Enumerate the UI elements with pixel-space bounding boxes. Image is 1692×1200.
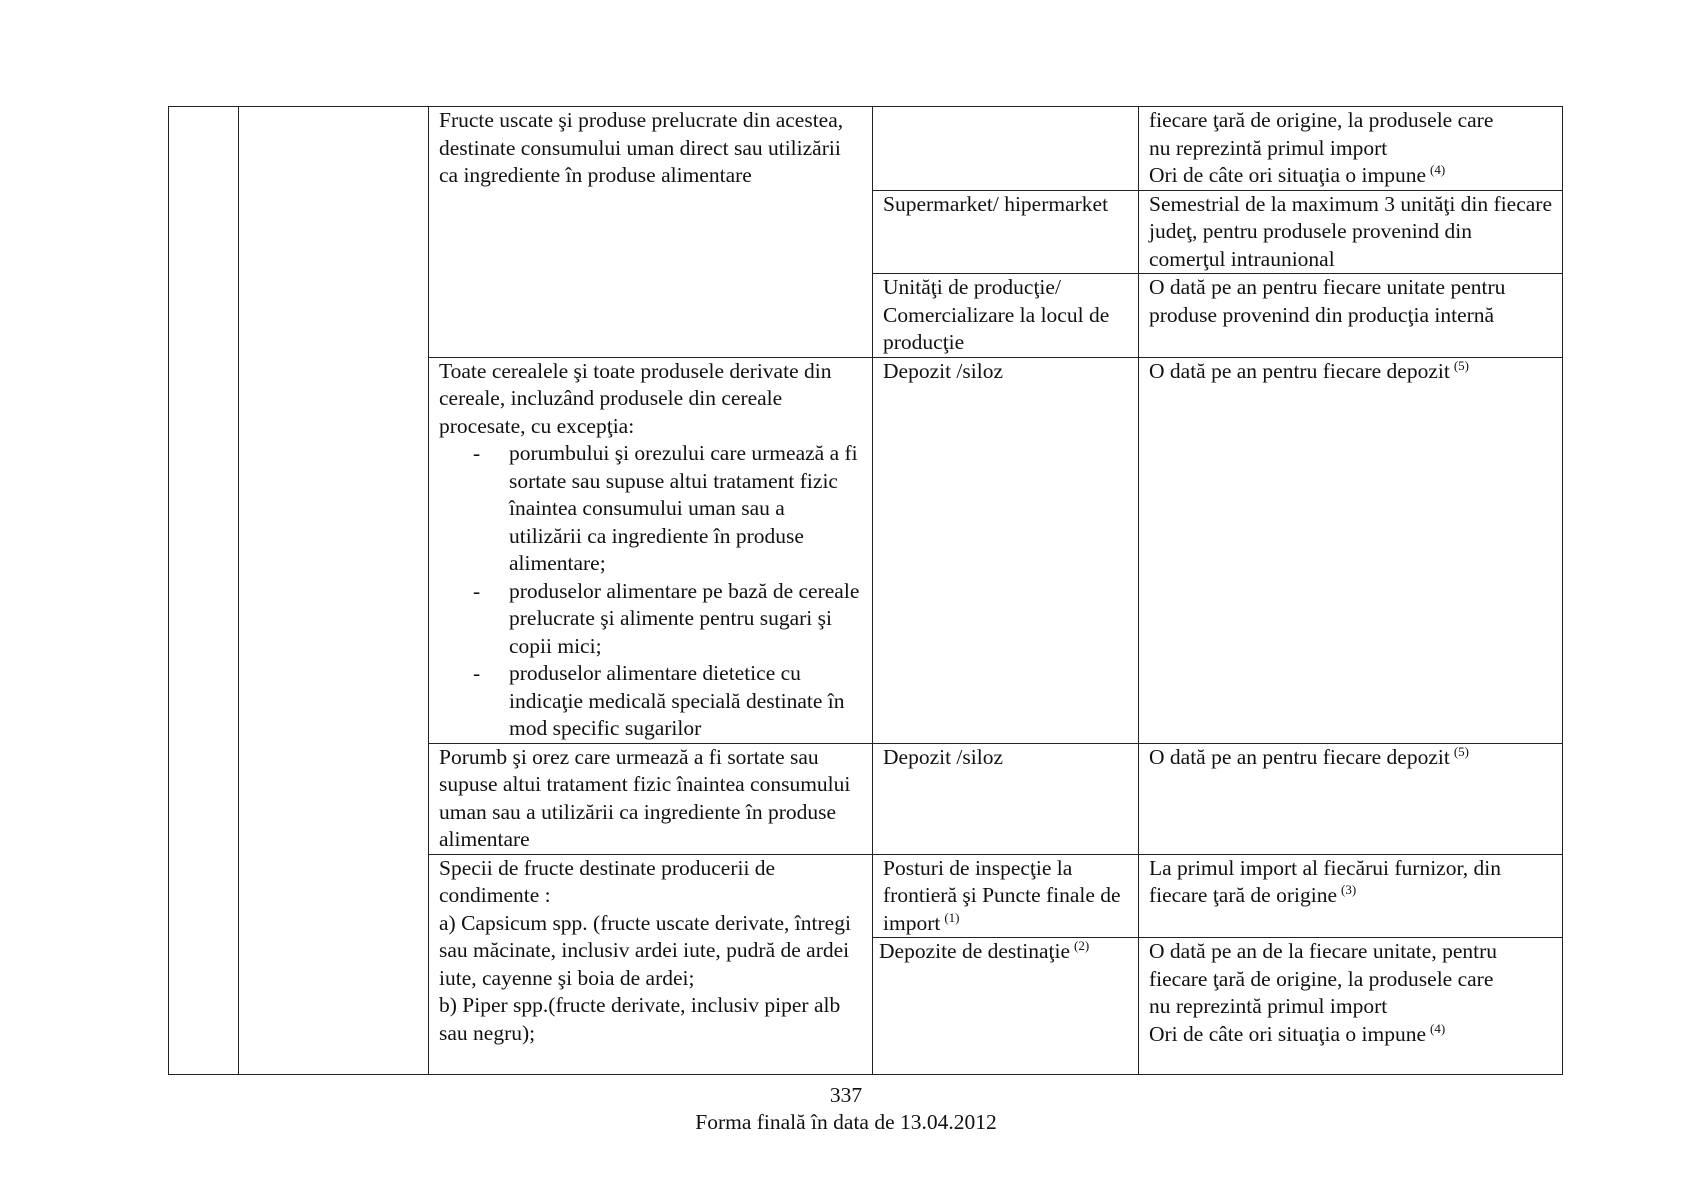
frequency-cell: fiecare ţară de origine, la produsele care nu reprezintă primul import Ori de câte ori situaţia o impune $^{(4)}$ (1139, 107, 1563, 191)
place-cell: Depozite de destinaţie $^{(2)}$ (873, 938, 1139, 1075)
frequency-cell: O dată pe an pentru fiecare depozit $^{(5)}$ (1139, 357, 1563, 743)
footnote-ref: (4) (1430, 1020, 1446, 1036)
frequency-cell: O dată pe an pentru fiecare unitate pentru produse provenind din producţia internă (1139, 274, 1563, 358)
footnote-ref: (1) (944, 909, 960, 925)
document-date: Forma finală în data de 13.04.2012 (695, 1110, 997, 1134)
footnote-ref: (4) (1430, 162, 1446, 177)
product-cell: Porumb şi orez care urmează a fi sortate sau supuse altui tratament fizic înaintea consumului uman sau a utilizării ca ingrediente în produse alimentare (429, 743, 873, 854)
product-cell: Toate cerealele şi toate produsele derivate din cereale, incluzând produsele din cereale procesate, cu excepţia: - porumbului şi orezului care urmează a fi sortate sau supuse altui tratament fizic înaintea consumului uman sau a utilizării ca ingrediente în produse alimentare; - produselor alimentare pe bază de cereale prelucrate şi alimente pentru sugari şi copii mici; - produselor alimentare dietetice cu indicaţie medicală specială destinate în mod specific sugarilor (429, 357, 873, 743)
list-item: - produselor alimentare dietetice cu indicaţie medicală specială destinate în mod specific sugarilor (473, 660, 862, 743)
footnote-ref: (3) (1341, 882, 1357, 897)
exceptions-list (439, 440, 862, 743)
frequency-cell: Semestrial de la maximum 3 unităţi din fiecare judeţ, pentru produsele provenind din comerţul intraunional (1139, 190, 1563, 274)
place-cell: Unităţi de producţie/ Comercializare la locul de producţie (873, 274, 1139, 358)
table-row (169, 107, 1563, 191)
frequency-cell: O dată pe an pentru fiecare depozit $^{(5)}$ (1139, 743, 1563, 854)
place-cell: Supermarket/ hipermarket (873, 190, 1139, 274)
product-cell: Specii de fructe destinate producerii de condimente : a) Capsicum spp. (fructe uscate derivate, întregi sau măcinate, inclusiv ardei iute, pudră de ardei iute, cayenne şi boia de ardei; b) Piper spp.(fructe derivate, inclusiv piper alb sau negru); (429, 854, 873, 1075)
frequency-cell: La primul import al fiecărui furnizor, din fiecare ţară de origine $^{(3)}$ (1139, 854, 1563, 938)
footnote-ref: (5) (1453, 743, 1470, 759)
place-cell: Depozit /siloz (873, 743, 1139, 854)
footnote-ref: (5) (1453, 357, 1470, 373)
product-text: Fructe uscate şi produse prelucrate din acestea, destinate consumului uman direct sau utilizării ca ingrediente în produse alimentare (439, 108, 844, 187)
list-item: - porumbului şi orezului care urmează a fi sortate sau supuse altui tratament fizic înaintea consumului uman sau a utilizării ca ingrediente în produse alimentare; (473, 440, 862, 578)
list-item: - produselor alimentare pe bază de cereale prelucrate şi alimente pentru sugari şi copii mici; (473, 578, 862, 661)
frequency-cell: O dată pe an de la fiecare unitate, pentru fiecare ţară de origine, la produsele care nu reprezintă primul import Ori de câte ori situaţia o impune $^{(4)}$ (1139, 938, 1563, 1075)
footnote-ref: (2) (1074, 938, 1090, 953)
place-cell (873, 107, 1139, 191)
page-number: 337 (829, 1083, 863, 1107)
requirements-table (168, 106, 1563, 1075)
place-cell: Depozit /siloz (873, 357, 1139, 743)
place-cell: Posturi de inspecţie la frontieră şi Puncte finale de import $^{(1)}$ (873, 854, 1139, 938)
number-cell (169, 107, 239, 1075)
category-cell (239, 107, 429, 1075)
product-cell (429, 107, 873, 358)
